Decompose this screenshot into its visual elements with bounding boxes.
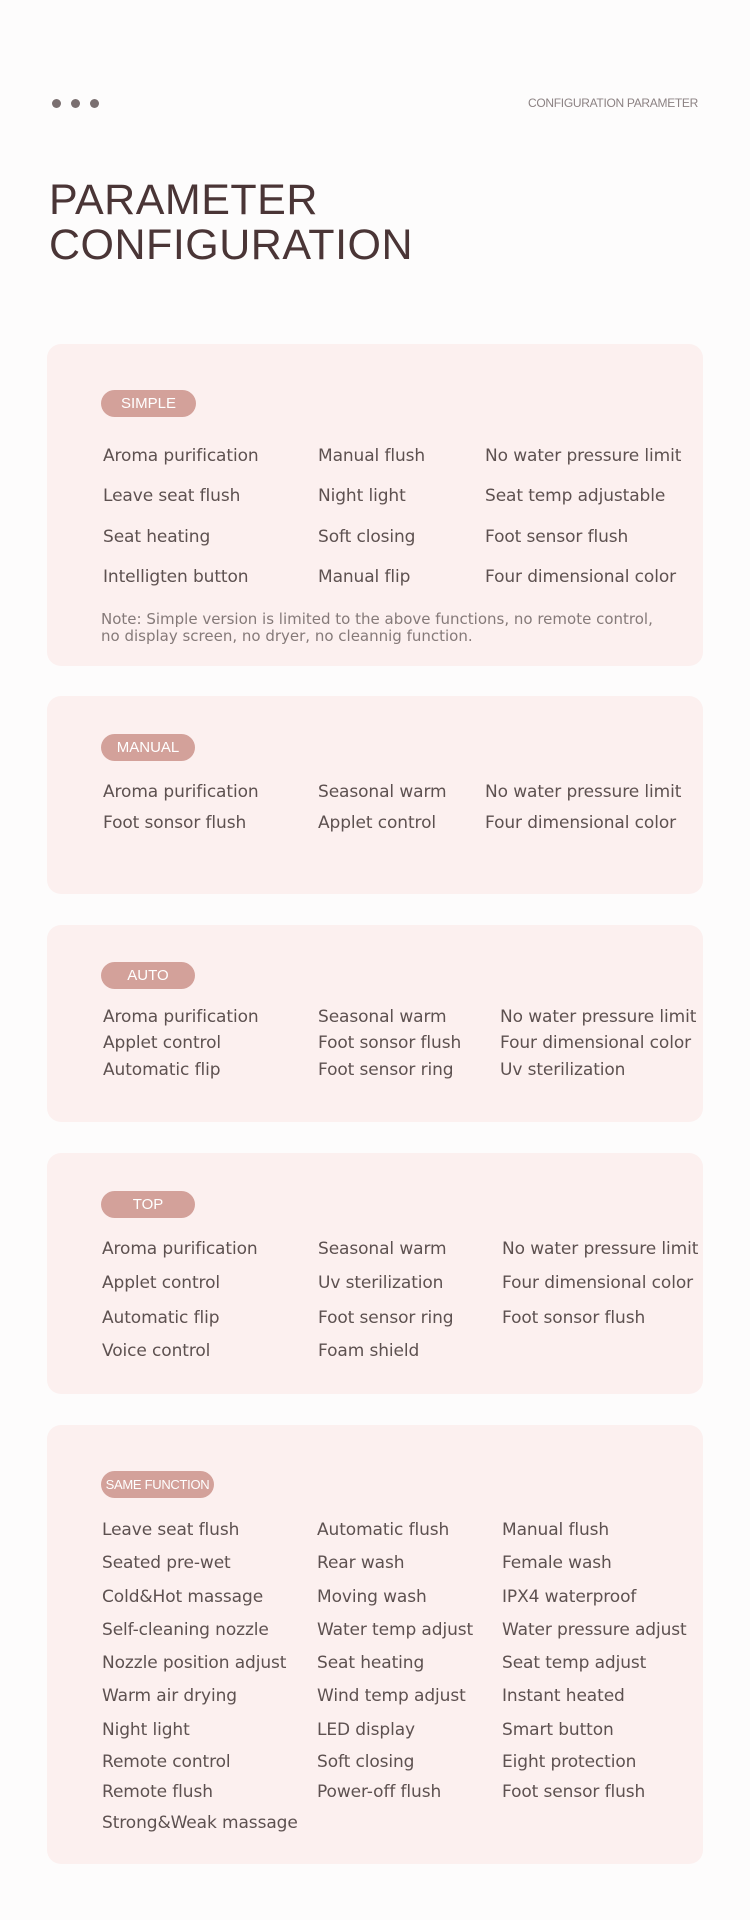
feature-item: Foam shield <box>318 1341 420 1361</box>
feature-item: Applet control <box>318 813 436 833</box>
feature-item: Strong&Weak massage <box>102 1813 298 1833</box>
feature-item: Foot sensor ring <box>318 1308 454 1328</box>
feature-item: Power-off flush <box>317 1782 442 1802</box>
feature-item: Seat heating <box>317 1653 425 1673</box>
feature-item: Foot sonsor flush <box>318 1033 462 1053</box>
manual-card <box>47 696 703 894</box>
feature-item: Seated pre-wet <box>102 1553 231 1573</box>
top-badge: TOP <box>101 1191 195 1218</box>
feature-item: Aroma purification <box>103 446 259 466</box>
feature-item: IPX4 waterproof <box>502 1587 637 1607</box>
feature-item: Warm air drying <box>102 1686 237 1706</box>
feature-item: Aroma purification <box>103 782 259 802</box>
feature-item: Moving wash <box>317 1587 427 1607</box>
feature-item: Remote control <box>102 1752 231 1772</box>
feature-item: Cold&Hot massage <box>102 1587 264 1607</box>
feature-item: Aroma purification <box>103 1007 259 1027</box>
title-line-1: PARAMETER <box>49 176 318 224</box>
feature-item: Uv sterilization <box>318 1273 444 1293</box>
feature-item: Seat heating <box>103 527 211 547</box>
feature-item: No water pressure limit <box>485 782 682 802</box>
feature-item: Applet control <box>103 1033 221 1053</box>
feature-item: Foot sensor ring <box>318 1060 454 1080</box>
feature-item: Applet control <box>102 1273 220 1293</box>
feature-item: Self-cleaning nozzle <box>102 1620 269 1640</box>
feature-item: Automatic flush <box>317 1520 450 1540</box>
feature-item: No water pressure limit <box>500 1007 697 1027</box>
feature-item: Four dimensional color <box>485 813 677 833</box>
feature-item: Foot sonsor flush <box>103 813 247 833</box>
feature-item: No water pressure limit <box>485 446 682 466</box>
feature-item: Wind temp adjust <box>317 1686 466 1706</box>
feature-item: Smart button <box>502 1720 614 1740</box>
dot <box>71 99 80 108</box>
feature-item: Intelligten button <box>103 567 249 587</box>
feature-item: Seasonal warm <box>318 1239 447 1259</box>
feature-item: Leave seat flush <box>103 486 241 506</box>
feature-item: Four dimensional color <box>502 1273 694 1293</box>
same-function-card <box>47 1425 703 1864</box>
feature-item: Manual flush <box>318 446 426 466</box>
feature-item: No water pressure limit <box>502 1239 699 1259</box>
feature-item: Aroma purification <box>102 1239 258 1259</box>
feature-item: Foot sensor flush <box>502 1782 646 1802</box>
feature-item: Automatic flip <box>103 1060 221 1080</box>
feature-item: Leave seat flush <box>102 1520 240 1540</box>
feature-item: Night light <box>318 486 406 506</box>
feature-item: Uv sterilization <box>500 1060 626 1080</box>
dot <box>52 99 61 108</box>
feature-item: Foot sensor flush <box>485 527 629 547</box>
feature-item: Remote flush <box>102 1782 213 1802</box>
simple-card <box>47 344 703 666</box>
top-card <box>47 1153 703 1394</box>
manual-badge: MANUAL <box>101 734 195 761</box>
same-function-badge: SAME FUNCTION <box>101 1471 214 1498</box>
feature-item: Instant heated <box>502 1686 625 1706</box>
simple-note: Note: Simple version is limited to the above functions, no remote control, no display screen, no dryer, no cleannig function. <box>101 610 653 645</box>
auto-badge: AUTO <box>101 962 195 989</box>
feature-item: Manual flip <box>318 567 411 587</box>
feature-item: Rear wash <box>317 1553 405 1573</box>
feature-item: Seat temp adjustable <box>485 486 666 506</box>
feature-item: Water pressure adjust <box>502 1620 687 1640</box>
feature-item: Soft closing <box>318 527 416 547</box>
feature-item: LED display <box>317 1720 415 1740</box>
feature-item: Water temp adjust <box>317 1620 474 1640</box>
feature-item: Nozzle position adjust <box>102 1653 287 1673</box>
feature-item: Voice control <box>102 1341 211 1361</box>
header-label: CONFIGURATION PARAMETER <box>528 96 698 110</box>
dot <box>90 99 99 108</box>
feature-item: Soft closing <box>317 1752 415 1772</box>
page-title <box>49 178 413 268</box>
simple-badge: SIMPLE <box>101 390 196 417</box>
feature-item: Foot sonsor flush <box>502 1308 646 1328</box>
feature-item: Four dimensional color <box>500 1033 692 1053</box>
feature-item: Four dimensional color <box>485 567 677 587</box>
feature-item: Night light <box>102 1720 190 1740</box>
feature-item: Seasonal warm <box>318 1007 447 1027</box>
auto-card <box>47 925 703 1122</box>
title-line-2: CONFIGURATION <box>49 221 414 269</box>
feature-item: Eight protection <box>502 1752 637 1772</box>
feature-item: Seat temp adjust <box>502 1653 647 1673</box>
feature-item: Manual flush <box>502 1520 610 1540</box>
feature-item: Female wash <box>502 1553 612 1573</box>
feature-item: Automatic flip <box>102 1308 220 1328</box>
top-bar <box>0 0 750 120</box>
feature-item: Seasonal warm <box>318 782 447 802</box>
three-dots-icon[interactable] <box>52 99 99 108</box>
